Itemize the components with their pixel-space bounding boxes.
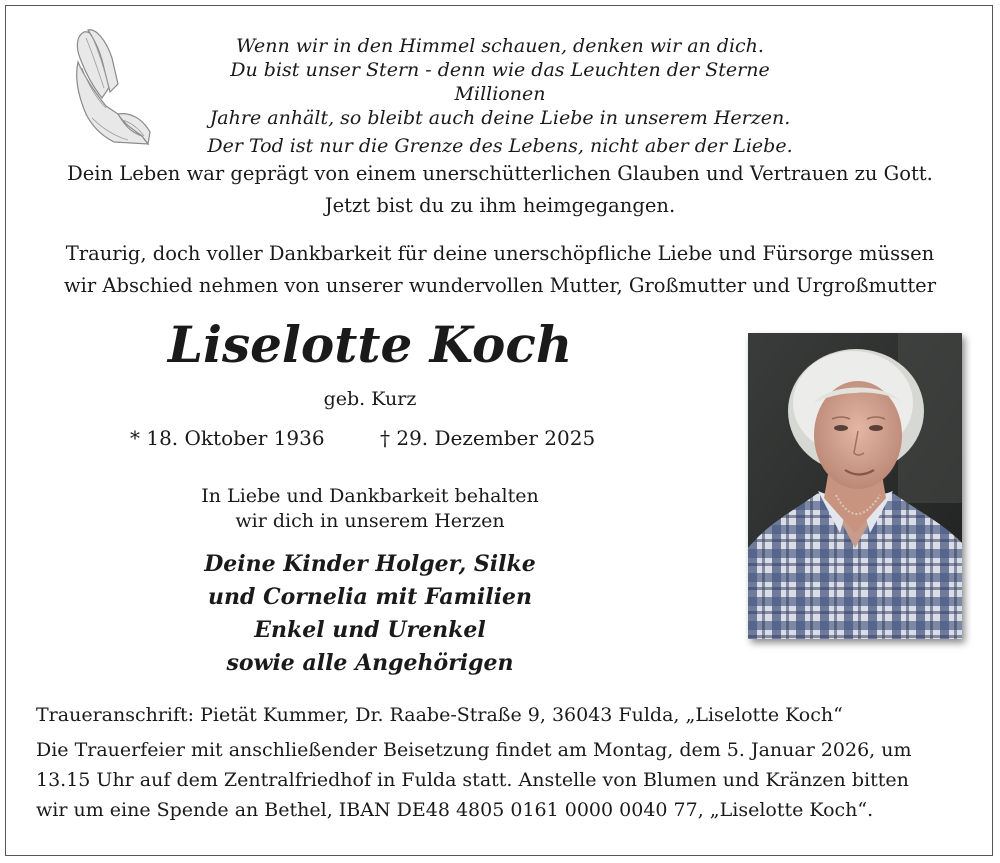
portrait-photo — [748, 333, 962, 639]
poem-line: Der Tod ist nur die Grenze des Lebens, nicht aber der Liebe. — [207, 135, 793, 157]
mourners-line: Deine Kinder Holger, Silke — [204, 551, 536, 577]
intro-paragraph-faith — [0, 158, 1000, 222]
poem-line: Du bist unser Stern - denn wie das Leuchten der Sterne Millionen — [230, 59, 770, 105]
death-date: † 29. Dezember 2025 — [380, 426, 596, 450]
portrait-photo-drawing — [748, 333, 962, 639]
poem — [190, 34, 810, 158]
birth-name: geb. Kurz — [323, 388, 417, 410]
birth-date: * 18. Oktober 1936 — [130, 426, 325, 450]
ceremony-details — [36, 735, 966, 825]
ceremony-line: Die Trauerfeier mit anschließender Beisetzung findet am Montag, dem 5. Januar 2026, um — [36, 739, 912, 761]
remembrance-line: In Liebe und Dankbarkeit behalten — [201, 485, 539, 507]
poem-line: Jahre anhält, so bleibt auch deine Liebe in unserem Herzen. — [209, 107, 791, 129]
intro-line: wir Abschied nehmen von unserer wundervollen Mutter, Großmutter und Urgroßmutter — [63, 274, 937, 297]
intro-paragraph-farewell — [0, 238, 1000, 302]
intro-line: Jetzt bist du zu ihm heimgegangen. — [324, 194, 676, 217]
praying-hands-icon — [62, 28, 158, 146]
remembrance-line: wir dich in unserem Herzen — [235, 510, 505, 532]
intro-line: Dein Leben war geprägt von einem unerschütterlichen Glauben und Vertrauen zu Gott. — [67, 162, 933, 185]
ceremony-line: 13.15 Uhr auf dem Zentralfriedhof in Fulda statt. Anstelle von Blumen und Kränzen bitten — [36, 769, 909, 791]
mourners-list — [140, 548, 600, 680]
mourning-address: Traueranschrift: Pietät Kummer, Dr. Raabe-Straße 9, 36043 Fulda, „Liselotte Koch“ — [36, 704, 843, 726]
ceremony-line: wir um eine Spende an Bethel, IBAN DE48 4805 0161 0000 0040 77, „Liselotte Koch“. — [36, 799, 874, 821]
deceased-name: Liselotte Koch — [167, 315, 573, 374]
mourners-line: sowie alle Angehörigen — [226, 650, 514, 676]
intro-line: Traurig, doch voller Dankbarkeit für deine unerschöpfliche Liebe und Fürsorge müssen — [65, 242, 935, 265]
poem-line: Wenn wir in den Himmel schauen, denken wir an dich. — [236, 35, 764, 57]
mourners-line: und Cornelia mit Familien — [208, 584, 532, 610]
remembrance-text — [140, 484, 600, 534]
mourners-line: Enkel und Urenkel — [254, 617, 486, 643]
